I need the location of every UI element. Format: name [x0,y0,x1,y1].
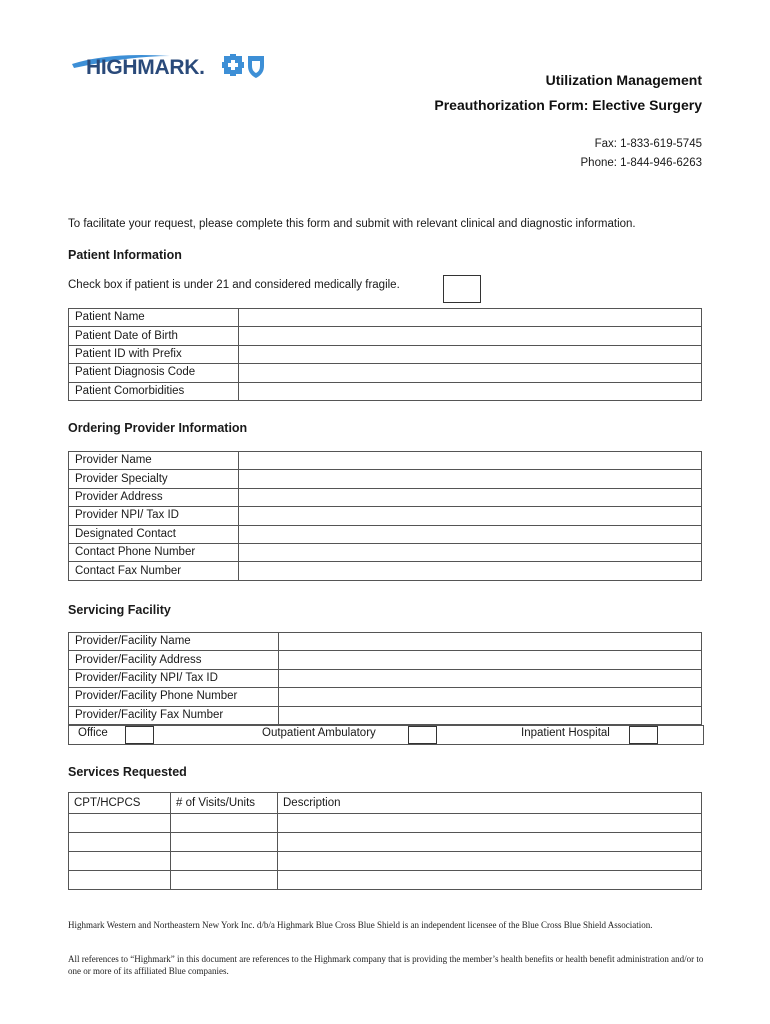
field-label: Patient ID with Prefix [69,345,239,363]
outpatient-label: Outpatient Ambulatory [262,727,376,739]
cpt-input[interactable] [69,871,171,890]
field-label: Designated Contact [69,525,239,543]
field-label: Patient Date of Birth [69,327,239,345]
facility-section-title: Servicing Facility [68,603,171,617]
field-label: Provider/Facility Fax Number [69,706,279,724]
intro-text: To facilitate your request, please complete this form and submit with relevant clinical and diagnostic information. [68,218,636,230]
table-row [69,688,702,706]
phone-number: Phone: 1-844-946-6263 [580,157,702,169]
table-row [69,562,702,580]
field-label: Patient Comorbidities [69,382,239,400]
cpt-input[interactable] [69,833,171,852]
table-row [69,382,702,400]
table-row [69,633,702,651]
title-line-1: Utilization Management [545,72,702,88]
description-input[interactable] [278,833,702,852]
table-row [69,452,702,470]
cpt-input[interactable] [69,814,171,833]
office-checkbox[interactable] [125,726,154,744]
title-line-2: Preauthorization Form: Elective Surgery [434,97,702,113]
facility-type-row [68,725,704,745]
form-title [434,68,702,118]
visits-column-header: # of Visits/Units [171,793,278,814]
description-input[interactable] [278,852,702,871]
table-row [69,488,702,506]
inpatient-checkbox[interactable] [629,726,658,744]
contact-phone-input[interactable] [239,543,702,561]
visits-input[interactable] [171,814,278,833]
table-row [69,543,702,561]
field-label: Contact Phone Number [69,543,239,561]
table-row [69,345,702,363]
comorbidities-input[interactable] [239,382,702,400]
field-label: Provider Address [69,488,239,506]
diagnosis-code-input[interactable] [239,364,702,382]
table-row [69,525,702,543]
visits-input[interactable] [171,852,278,871]
field-label: Provider Name [69,452,239,470]
highmark-logo [70,50,270,84]
table-row [69,669,702,687]
table-header-row [69,793,702,814]
table-row [69,871,702,890]
cpt-input[interactable] [69,852,171,871]
fragile-label: Check box if patient is under 21 and considered medically fragile. [68,279,400,291]
visits-input[interactable] [171,833,278,852]
field-label: Provider/Facility Address [69,651,279,669]
provider-table [68,451,702,581]
outpatient-checkbox[interactable] [408,726,437,744]
patient-id-input[interactable] [239,345,702,363]
table-row [69,309,702,327]
field-label: Provider NPI/ Tax ID [69,507,239,525]
office-label: Office [78,727,108,739]
patient-name-input[interactable] [239,309,702,327]
patient-section-title: Patient Information [68,248,182,262]
footer-licensee-note: Highmark Western and Northeastern New York Inc. d/b/a Highmark Blue Cross Blue Shield is an independent licensee of the Blue Cross Blue Shield Association. [68,920,653,930]
contact-fax-input[interactable] [239,562,702,580]
cpt-column-header: CPT/HCPCS [69,793,171,814]
provider-npi-input[interactable] [239,507,702,525]
field-label: Provider Specialty [69,470,239,488]
facility-name-input[interactable] [279,633,702,651]
table-row [69,470,702,488]
medically-fragile-checkbox[interactable] [443,275,481,303]
designated-contact-input[interactable] [239,525,702,543]
field-label: Provider/Facility Phone Number [69,688,279,706]
description-input[interactable] [278,871,702,890]
facility-phone-input[interactable] [279,688,702,706]
field-label: Patient Name [69,309,239,327]
table-row [69,364,702,382]
table-row [69,327,702,345]
blue-cross-blue-shield-icon [220,52,268,80]
table-row [69,706,702,724]
patient-dob-input[interactable] [239,327,702,345]
contact-info [581,135,703,173]
visits-input[interactable] [171,871,278,890]
services-section-title: Services Requested [68,765,187,779]
footer-references-note: All references to “Highmark” in this document are references to the Highmark company that is providing the member’s health benefits or health benefit administration and/or to one or more of its affiliated Blue companies. [68,954,704,976]
table-row [69,814,702,833]
field-label: Contact Fax Number [69,562,239,580]
patient-table [68,308,702,401]
provider-name-input[interactable] [239,452,702,470]
provider-section-title: Ordering Provider Information [68,421,248,435]
facility-fax-input[interactable] [279,706,702,724]
facility-address-input[interactable] [279,651,702,669]
facility-npi-input[interactable] [279,669,702,687]
table-row [69,507,702,525]
fax-number: Fax: 1-833-619-5745 [594,138,702,150]
provider-specialty-input[interactable] [239,470,702,488]
description-input[interactable] [278,814,702,833]
provider-address-input[interactable] [239,488,702,506]
table-row [69,833,702,852]
table-row [69,852,702,871]
field-label: Provider/Facility Name [69,633,279,651]
facility-table [68,632,702,725]
table-row [69,651,702,669]
inpatient-label: Inpatient Hospital [521,727,610,739]
field-label: Patient Diagnosis Code [69,364,239,382]
description-column-header: Description [278,793,702,814]
field-label: Provider/Facility NPI/ Tax ID [69,669,279,687]
logo-wordmark: HIGHMARK. [86,56,205,79]
services-table [68,792,702,890]
